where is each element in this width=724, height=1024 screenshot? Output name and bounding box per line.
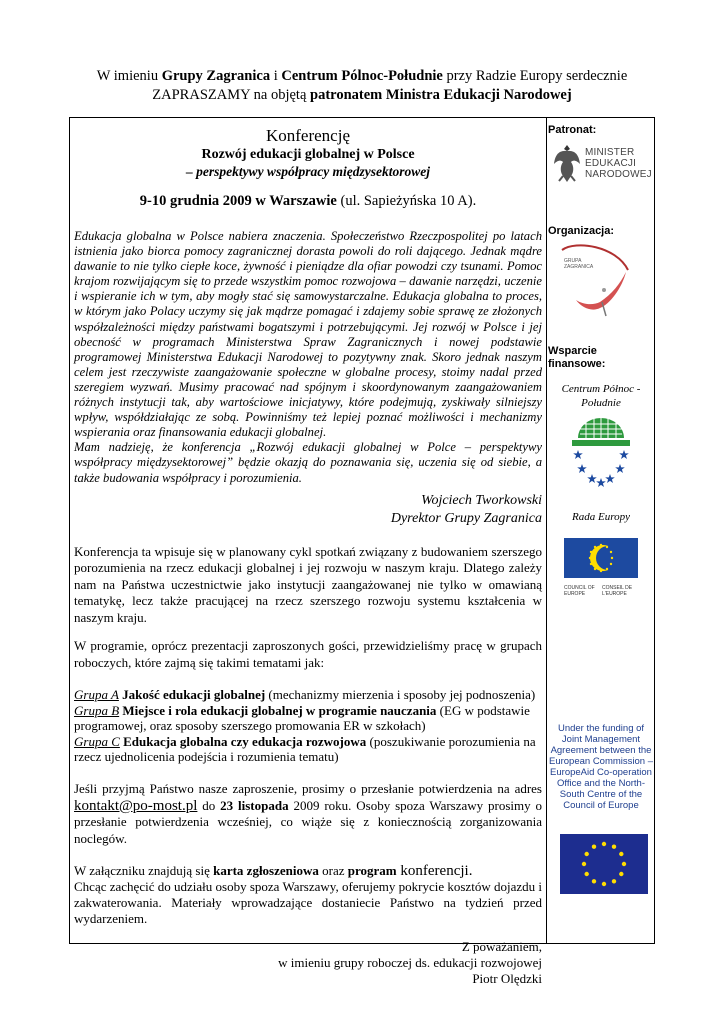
travel-paragraph: Chcąc zachęcić do udziału osoby spoza Warszawy, oferujemy pokrycie kosztów dojazdu i zakwaterowania. Materiały wprowadzające dostaniecie Państwo na tydzień przed wydarzeniem. — [74, 879, 542, 927]
eu-flag-icon — [560, 834, 648, 894]
conference-address: (ul. Sapieżyńska 10 A). — [336, 193, 477, 209]
grupa-zagranica-swoosh-icon — [556, 242, 646, 322]
funding-label: Wsparcie finansowe: — [548, 345, 606, 370]
body-paragraph: Konferencja ta wpisuje się w planowany cykl spotkań związany z budowaniem szerszego porozumienia na rzecz edukacji globalnej i jej rozwoju w naszym kraju. Dlatego zależy nam na Państwa uczestnictwie jako instytucji zaangażowanej nie tylko w omawianą tematykę, lecz także pracującej na rzecz szerszego rozwoju systemu kształcenia w naszym kraju. — [74, 543, 542, 625]
attachments-paragraph — [74, 863, 542, 927]
group-item — [74, 703, 542, 734]
closing-signatory: Piotr Olędzki — [472, 971, 542, 987]
group-label: Grupa A — [74, 687, 119, 703]
group-title: Edukacja globalna czy edukacja rozwojowa — [119, 733, 367, 749]
eu-funding-note: Under the funding of Joint Management Agreement between the European Commission – EuropeAid Co-operation Office and the North-South Centre of the Council of Europe — [548, 723, 654, 811]
conference-date: 9-10 grudnia 2009 w Warszawie — [139, 193, 337, 209]
conference-subtitle: – perspektywy współpracy międzysektorowej — [185, 164, 431, 179]
conference-date-line — [74, 192, 542, 210]
group-desc: (EG w podstawie programowej, oraz sposoby szerszego promowania ER w szkołach) — [74, 702, 530, 734]
closing-greeting: Z poważaniem, — [461, 939, 542, 955]
council-of-europe-flag-icon — [564, 538, 638, 578]
rsvp-text: Jeśli przyjmą Państwo nasze zaproszenie, prosimy o przesłanie potwierdzenia na adres — [74, 781, 542, 797]
attachment-program: program — [347, 863, 397, 879]
sidebar — [548, 118, 654, 811]
minister-logo-text: MINISTER — [585, 147, 635, 158]
rsvp-text: 2009 roku. Osoby spoza Warszawy prosimy o przesłanie potwierdzenia wcześniej, co wiąże się z koniecznością zorganizowania noclegów. — [74, 797, 543, 846]
intro-paragraph: Mam nadzieję, że konferencja „Rozwój edukacji globalnej w Polce – perspektywy współpracy międzysektorowej” będzie okazją do poznawania się, uczenia się od siebie, a także budowania współpracy i porozumienia. — [74, 440, 542, 485]
group-desc: (mechanizmy mierzenia i sposoby jej podnoszenia) — [265, 687, 536, 703]
council-of-europe-caption: Rada Europy — [572, 511, 630, 523]
grupa-logo-text: ZAGRANICA — [564, 264, 594, 270]
header-patronage: patronatem Ministra Edukacji Narodowej — [310, 87, 572, 103]
minister-logo-text: NARODOWEJ — [585, 169, 652, 180]
header-text: W imieniu — [96, 68, 162, 84]
attachment-form: karta zgłoszeniowa — [213, 863, 319, 879]
header-text: przy Radzie Europy serdecznie — [442, 68, 628, 84]
intro-paragraph: Edukacja globalna w Polsce nabiera znaczenia. Społeczeństwo Rzeczpospolitej po latach istnienia jako biorca pomocy zagranicznej dorasta powoli do roli dającego. Jednak mądre dawanie to nie tylko ciepłe koce, żywność i pieniądze dla ofiar powodzi czy tsunami. Pomoc krajom rozwijającym się to przede wszystkim pomoc rozwojowa – dawanie narzędzi, uczenie i wspieranie ich w tym, aby mogły stać się samowystarczalne. Edukacja globalna to proces, w którym jako Polacy uczymy się jak mądrze pomagać i zdajemy sobie sprawę ze złożonych współzależności między państwami bogatszymi i potrzebującymi. Jej rozwój w Polsce i jej obecność w programach Ministerstwa Spraw Zagranicznych i nowej podstawie programowej Ministerstwa Edukacji Narodowej to pozytywny znak. Skoro jednak naszym celem jest rzeczywiste zaangażowanie społeczne w globalne procesy, stoimy nadal przed szeregiem wyzwań. Musimy pracować nad spójnym i skoordynowanym zaangażowaniem różnych instytucji tak, aby wartościowe inicjatywy, które podejmują, zyskiwały silniejszy wpływ, współdziałając ze sobą. Powinniśmy też lepiej poznać możliwości i mechanizmy wspierania oraz finansowania edukacji globalnej. — [74, 229, 542, 440]
column-divider — [546, 117, 547, 944]
eagle-emblem-icon — [552, 142, 582, 184]
north-south-centre-caption: Centrum Północ - Południe — [561, 383, 641, 409]
body-paragraph: W programie, oprócz prezentacji zaproszonych gości, przewidzieliśmy pracę w grupach roboczych, które zajmą się takimi tematami jak: — [74, 638, 542, 670]
patronage-label: Patronat: — [548, 124, 597, 136]
signature-name: Wojciech Tworkowski — [421, 492, 542, 508]
attachments-text: konferencji. — [396, 863, 473, 880]
grupa-zagranica-logo — [556, 242, 646, 322]
signature-role: Dyrektor Grupy Zagranica — [390, 510, 542, 526]
coe-logo-text-en: COUNCIL OF EUROPE — [564, 585, 595, 597]
north-south-centre-logo-icon — [570, 416, 632, 490]
intro-signature — [74, 492, 542, 528]
council-of-europe-logo — [564, 538, 638, 596]
conference-title: Rozwój edukacji globalnej w Polsce — [201, 147, 415, 162]
minister-logo-text: EDUKACJI — [585, 158, 637, 169]
contact-email-link[interactable]: kontakt@po-most.pl — [74, 797, 198, 814]
group-label: Grupa B — [74, 702, 120, 718]
organization-label: Organizacja: — [548, 225, 615, 237]
rsvp-paragraph — [74, 781, 542, 847]
intro-letter — [74, 229, 542, 486]
group-item — [74, 687, 542, 703]
group-desc: (poszukiwanie porozumienia na rzecz ujednolicenia podejścia i rozumienia tematu) — [74, 733, 536, 765]
attachments-text: oraz — [318, 863, 348, 879]
header-text: ZAPRASZAMY na objętą — [152, 87, 311, 103]
working-groups — [74, 687, 542, 765]
conference-label: Konferencję — [265, 126, 350, 145]
invitation-header — [0, 67, 724, 105]
attachments-text: W załączniku znajdują się — [74, 863, 214, 879]
closing-group: w imieniu grupy roboczej ds. edukacji rozwojowej — [278, 955, 542, 971]
header-org-2: Centrum Pólnoc-Południe — [281, 68, 443, 84]
group-title: Jakość edukacji globalnej — [118, 687, 266, 703]
group-title: Miejsce i rola edukacji globalnej w programie nauczania — [119, 702, 437, 718]
minister-logo — [552, 142, 656, 186]
grupa-logo-text: GRUPA — [564, 258, 582, 264]
rsvp-text: do — [197, 797, 221, 813]
header-text: i — [270, 68, 282, 84]
coe-logo-text-fr: CONSEIL DE L'EUROPE — [602, 585, 633, 597]
main-column — [74, 118, 542, 987]
header-org-1: Grupy Zagranica — [161, 68, 271, 84]
rsvp-deadline: 23 listopada — [220, 797, 289, 813]
group-item — [74, 734, 542, 765]
closing-block — [74, 939, 542, 987]
group-label: Grupa C — [74, 733, 120, 749]
